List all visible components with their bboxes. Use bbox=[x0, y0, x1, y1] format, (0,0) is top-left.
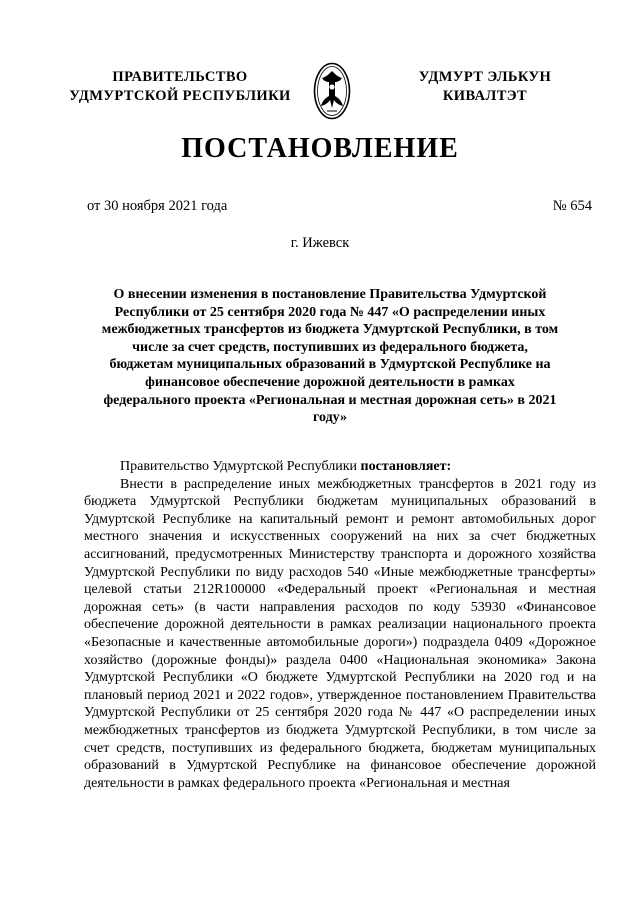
document-type-heading: ПОСТАНОВЛЕНИЕ bbox=[181, 133, 459, 164]
document-number: № 654 bbox=[552, 198, 592, 214]
preamble-text: Правительство Удмуртской Республики bbox=[120, 459, 361, 474]
issuer-name-russian bbox=[60, 68, 300, 106]
issuer-name-russian-line2: УДМУРТСКОЙ РЕСПУБЛИКИ bbox=[69, 88, 291, 104]
preamble-paragraph bbox=[84, 458, 596, 476]
document-date: от 30 ноября 2021 года bbox=[87, 198, 228, 214]
document-city: г. Ижевск bbox=[290, 235, 350, 251]
document-body bbox=[84, 458, 596, 792]
document-title: О внесении изменения в постановление Правительства Удмуртской Республики от 25 сентября 2020 года № 447 «О распределении иных межбюджетных трансфертов из бюджета Удмуртской Республики, в том числе за счет средств, поступивших из федерального бюджета, бюджетам муниципальных образований в Удмуртской Республике на финансовое обеспечение дорожной деятельности в рамках федерального проекта «Региональная и местная дорожная сеть» в 2021 году» bbox=[101, 287, 559, 426]
issuer-name-udmurt-line1: УДМУРТ ЭЛЬКУН bbox=[418, 69, 552, 85]
issuer-name-russian-line1: ПРАВИТЕЛЬСТВО bbox=[112, 69, 248, 85]
body-paragraph-1: Внести в распределение иных межбюджетных трансфертов в 2021 году из бюджета Удмуртской Республики бюджетам муниципальных образований в Удмуртской Республике на капитальный ремонт и ремонт автомобильных дорог местного значения и искусственных сооружений на них за счет бюджетных ассигнований, предусмотренных Министерству транспорта и дорожного хозяйства Удмуртской Республики по виду расходов 540 «Иные межбюджетные трансферты» целевой статьи 212R100000 «Федеральный проект «Региональная и местная дорожная сеть» (в части направления расходов по коду 53930 «Финансовое обеспечение дорожной деятельности в рамках реализации национального проекта «Безопасные и качественные автомобильные дороги») подраздела 0409 «Дорожное хозяйство (дорожные фонды)» раздела 0400 «Национальная экономика» Закона Удмуртской Республики «О бюджете Удмуртской Республики на 2020 год и на плановый период 2021 и 2022 годов», утвержденное постановлением Правительства Удмуртской Республики от 25 сентября 2020 года № 447 «О распределении иных межбюджетных трансфертов из бюджета Удмуртской Республики, в том числе за счет средств, поступивших из федерального бюджета, бюджетам муниципальных образований в Удмуртской Республике на финансовое обеспечение дорожной деятельности в рамках федерального проекта «Региональная и местная bbox=[84, 476, 596, 791]
issuer-name-udmurt bbox=[400, 68, 570, 106]
preamble-keyword: постановляет: bbox=[360, 459, 452, 474]
issuer-name-udmurt-line2: КИВАЛТЭТ bbox=[442, 88, 528, 104]
coat-of-arms-icon bbox=[313, 62, 351, 120]
document-header bbox=[0, 62, 640, 132]
